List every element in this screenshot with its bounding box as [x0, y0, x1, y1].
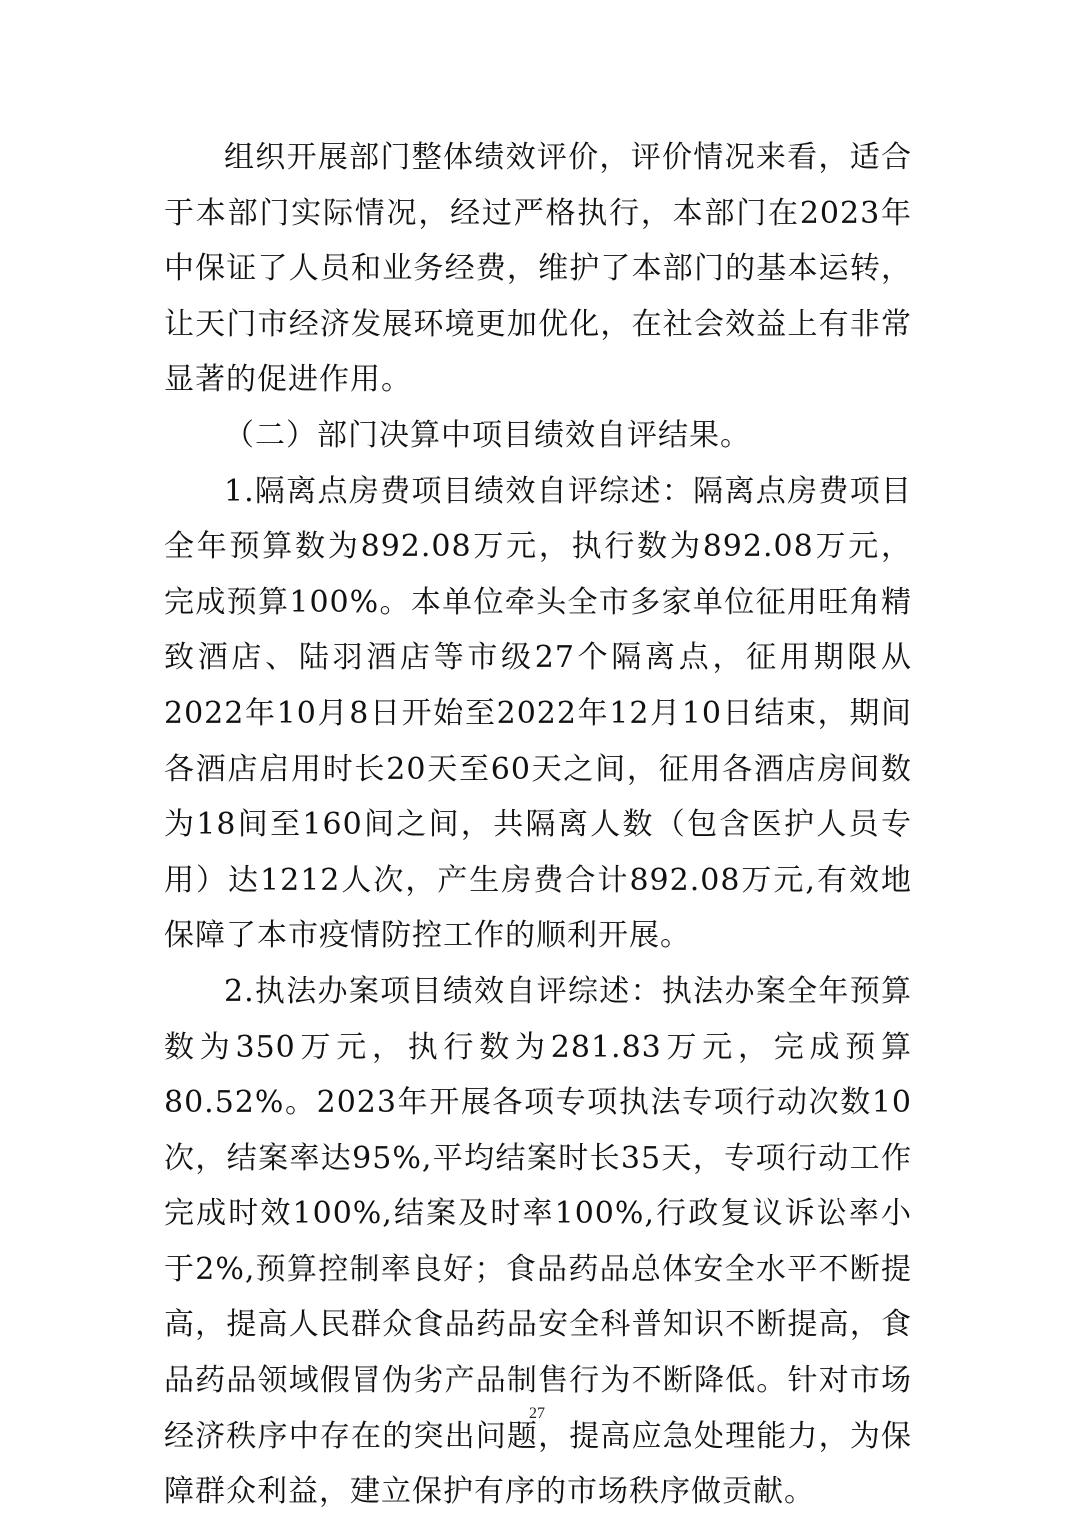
paragraph-overall-evaluation: 组织开展部门整体绩效评价，评价情况来看，适合于本部门实际情况，经过严格执行，本部门在2023年中保证了人员和业务经费，维护了本部门的基本运转，让天门市经济发展环境更加优化，在社会效益上有非常显著的促进作用。 [164, 140, 912, 398]
body-text [164, 130, 912, 1520]
page-number: 27 [529, 1405, 545, 1422]
paragraph-law-enforcement-project: 2.执法办案项目绩效自评综述：执法办案全年预算数为350万元，执行数为281.83万元，完成预算80.52%。2023年开展各项专项执法专项行动次数10次，结案率达95%,平均结案时长35天，专项行动工作完成时效100%,结案及时率100%,行政复议诉讼率小于2%,预算控制率良好；食品药品总体安全水平不断提高，提高人民群众食品药品安全科普知识不断提高，食品药品领域假冒伪劣产品制售行为不断降低。针对市场经济秩序中存在的突出问题，提高应急处理能力，为保障群众利益，建立保护有序的市场秩序做贡献。 [164, 973, 912, 1510]
section-heading-project-results: （二）部门决算中项目绩效自评结果。 [224, 417, 751, 453]
paragraph-quarantine-fee-project: 1.隔离点房费项目绩效自评综述：隔离点房费项目全年预算数为892.08万元，执行数为892.08万元，完成预算100%。本单位牵头全市多家单位征用旺角精致酒店、陆羽酒店等市级27个隔离点，征用期限从2022年10月8日开始至2022年12月10日结束，期间各酒店启用时长20天至60天之间，征用各酒店房间数为18间至160间之间，共隔离人数（包含医护人员专用）达1212人次，产生房费合计892.08万元,有效地保障了本市疫情防控工作的顺利开展。 [164, 473, 912, 954]
